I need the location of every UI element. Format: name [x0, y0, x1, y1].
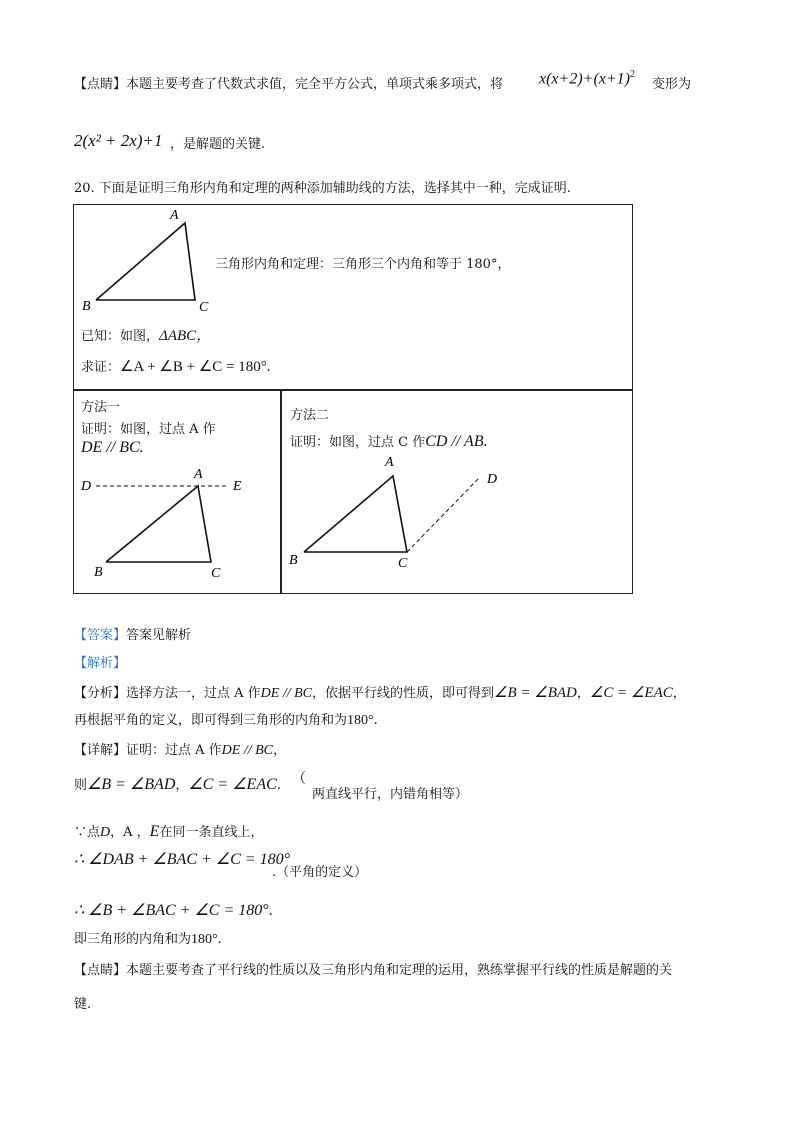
theorem-text: 三角形内角和定理：三角形三个内角和等于 180°，	[215, 257, 511, 272]
note1-text-b: 变形为	[652, 77, 692, 92]
xiangjie-line1	[74, 742, 286, 760]
m2-label-c: C	[398, 556, 408, 571]
dianjing-line2: 键.	[74, 997, 92, 1012]
dianjing-label: 【点睛】	[74, 963, 127, 978]
answer-line	[74, 627, 191, 645]
fenxi-line2	[74, 712, 378, 730]
xiangjie-l2-reason: 两直线平行，内错角相等）	[312, 787, 469, 802]
xiangjie-l6-m: 180°	[191, 932, 218, 947]
fenxi-line1-m1: DE // BC	[260, 686, 313, 701]
q20-title: 20. 下面是证明三角形内角和定理的两种添加辅助线的方法，选择其中一种，完成证明.	[74, 181, 571, 196]
xiangjie-l3-b: ，A ，	[110, 825, 150, 840]
xiangjie-line6	[74, 931, 222, 949]
m1-label-d: D	[81, 479, 92, 494]
dianjing-line1	[74, 962, 672, 980]
note1-formula-a-exp: 2	[630, 69, 636, 80]
xiangjie-l2-m2: ∠C = ∠EAC	[188, 776, 277, 793]
m2-label-b: B	[289, 553, 298, 568]
analysis-label: 【解析】	[74, 656, 127, 671]
xiangjie-l4-math: ∴ ∠DAB + ∠BAC + ∠C = 180°	[74, 851, 290, 868]
answer-label: 【答案】	[74, 628, 127, 643]
xiangjie-l2-b: ，	[175, 778, 189, 793]
fenxi-line1-a: 选择方法一，过点 A 作	[126, 686, 261, 701]
label-a: A	[170, 208, 179, 223]
note1-formula-a-body: x(x+2)+(x+1)	[539, 70, 631, 88]
method1-math: DE // BC.	[81, 439, 144, 456]
xiangjie-l1-end: ，	[273, 743, 287, 758]
label-c: C	[199, 300, 209, 315]
xiangjie-l2-a: 则	[74, 778, 88, 793]
xiangjie-l3-d: D	[100, 825, 111, 840]
answer-text: 答案见解析	[126, 628, 192, 643]
prove-label: 求证：	[81, 360, 121, 375]
fenxi-line1-c: ，	[576, 686, 590, 701]
xiangjie-l5-m: ∴ ∠B + ∠BAC + ∠C = 180°	[74, 902, 269, 919]
fenxi-line2-end: .	[373, 713, 378, 728]
xiangjie-line2	[74, 776, 281, 795]
method2-figure	[284, 450, 524, 575]
note1-text-c: ，是解题的关键.	[170, 137, 266, 152]
note1-label: 【点睛】	[74, 77, 127, 92]
xiangjie-l2-m1: ∠B = ∠BAD	[87, 776, 176, 793]
note1-line1	[74, 76, 503, 94]
m1-label-b: B	[94, 565, 103, 580]
fenxi-label: 【分析】	[74, 686, 127, 701]
method1-title: 方法一	[81, 400, 121, 415]
fenxi-line2-text: 再根据平角的定义，即可得到三角形的内角和为	[74, 713, 348, 728]
xiangjie-l2-c: .	[276, 778, 281, 793]
prove-line	[81, 358, 271, 377]
xiangjie-l3-a: ∵点	[74, 825, 101, 840]
note1-formula-b: 2(x² + 2x)+1	[74, 131, 163, 150]
xiangjie-l1-text: 证明：过点 A 作	[126, 743, 222, 758]
xiangjie-label: 【详解】	[74, 743, 127, 758]
given-line	[81, 327, 211, 346]
m2-label-d: D	[487, 472, 498, 487]
m1-label-a: A	[194, 467, 203, 482]
dianjing-text1: 本题主要考查了平行线的性质以及三角形内角和定理的运用，熟练掌握平行线的性质是解题的关	[126, 963, 673, 978]
method1-figure	[78, 462, 278, 587]
fenxi-line1	[74, 684, 686, 703]
given-label: 已知：如图，	[81, 329, 160, 344]
given-math: ΔABC，	[159, 328, 212, 344]
xiangjie-l6-end: .	[217, 932, 222, 947]
xiangjie-line5	[74, 902, 273, 921]
fenxi-line1-d: ，	[672, 686, 686, 701]
fenxi-line1-m3: ∠C = ∠EAC	[589, 685, 673, 701]
fenxi-line2-m: 180°	[347, 713, 374, 728]
label-b: B	[82, 299, 91, 314]
xiangjie-l4-reason: .（平角的定义）	[272, 865, 368, 880]
note1-formula-a	[539, 66, 635, 88]
m1-label-c: C	[211, 566, 221, 581]
method2-title: 方法二	[290, 408, 330, 423]
triangle-figure-main	[78, 205, 218, 315]
xiangjie-l5-end: .	[268, 904, 273, 919]
method2-math: CD // AB.	[425, 433, 488, 450]
prove-math: ∠A + ∠B + ∠C = 180°.	[120, 359, 271, 375]
xiangjie-l6-text: 即三角形的内角和为	[74, 932, 192, 947]
xiangjie-l2-paren: （	[292, 771, 306, 787]
xiangjie-l3-c: 在同一条直线上，	[159, 825, 264, 840]
fenxi-line1-m2: ∠B = ∠BAD	[494, 685, 577, 701]
note1-text-a: 本题主要考查了代数式求值，完全平方公式，单项式乘多项式，将	[126, 77, 504, 92]
method2-text-body: 证明：如图，过点 C 作	[290, 435, 426, 450]
method1-text: 证明：如图，过点 A 作	[81, 422, 216, 437]
m2-label-a: A	[385, 455, 394, 470]
xiangjie-line3	[74, 823, 263, 842]
m1-label-e: E	[233, 479, 242, 494]
xiangjie-l1-m: DE // BC	[221, 743, 274, 758]
xiangjie-l3-e: E	[149, 823, 160, 840]
fenxi-line1-b: ，依据平行线的性质，即可得到	[312, 686, 495, 701]
